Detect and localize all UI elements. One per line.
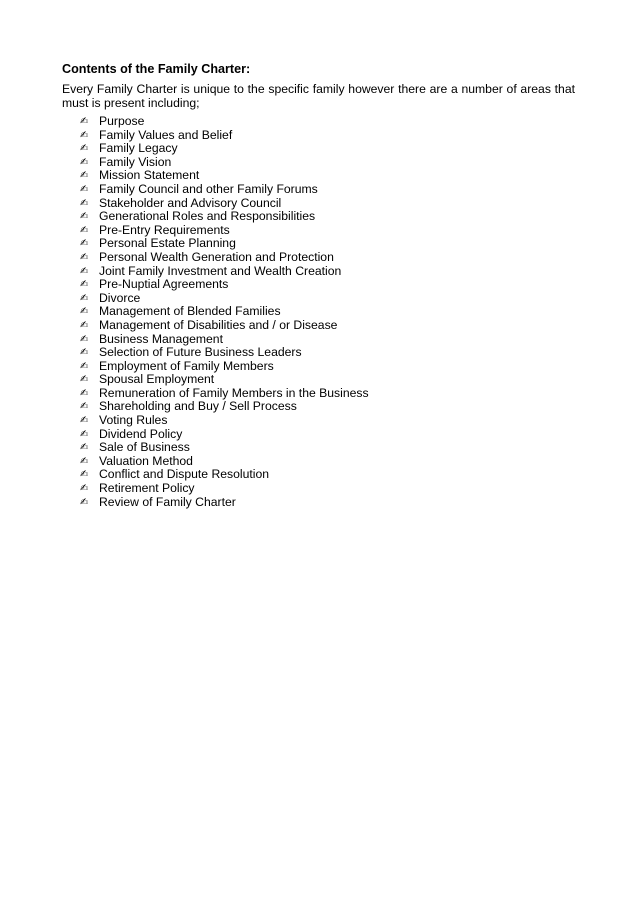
list-item <box>80 496 369 510</box>
list-item-label: Mission Statement <box>99 168 200 183</box>
list-item-label: Family Values and Belief <box>99 127 233 142</box>
list-item <box>80 468 369 482</box>
list-item-label: Voting Rules <box>99 413 168 428</box>
writing-hand-icon: ✍ <box>80 306 89 318</box>
list-item-label: Pre-Nuptial Agreements <box>99 277 229 292</box>
list-item <box>80 265 369 279</box>
list-item-label: Retirement Policy <box>99 481 195 496</box>
writing-hand-icon: ✍ <box>80 211 89 223</box>
charter-contents-list <box>80 115 369 509</box>
list-item-label: Family Council and other Family Forums <box>99 181 318 196</box>
writing-hand-icon: ✍ <box>80 387 89 399</box>
list-item <box>80 237 369 251</box>
list-item <box>80 224 369 238</box>
list-item <box>80 333 369 347</box>
list-item-label: Family Vision <box>99 154 172 169</box>
list-item-label: Spousal Employment <box>99 372 215 387</box>
list-item <box>80 319 369 333</box>
list-item-label: Business Management <box>99 331 223 346</box>
list-item <box>80 305 369 319</box>
writing-hand-icon: ✍ <box>80 401 89 413</box>
list-item <box>80 482 369 496</box>
writing-hand-icon: ✍ <box>80 170 89 182</box>
list-item <box>80 210 369 224</box>
list-item-label: Generational Roles and Responsibilities <box>99 209 316 224</box>
list-item <box>80 278 369 292</box>
writing-hand-icon: ✍ <box>80 156 89 168</box>
list-item-label: Management of Disabilities and / or Disease <box>99 317 338 332</box>
list-item <box>80 373 369 387</box>
list-item-label: Dividend Policy <box>99 426 183 441</box>
list-item-label: Personal Estate Planning <box>99 236 236 251</box>
list-item-label: Divorce <box>99 290 141 305</box>
writing-hand-icon: ✍ <box>80 428 89 440</box>
writing-hand-icon: ✍ <box>80 116 89 127</box>
list-item <box>80 115 369 129</box>
list-item <box>80 183 369 197</box>
list-item <box>80 400 369 414</box>
writing-hand-icon: ✍ <box>80 360 89 372</box>
list-item <box>80 156 369 170</box>
writing-hand-icon: ✍ <box>80 455 89 467</box>
list-item <box>80 129 369 143</box>
writing-hand-icon: ✍ <box>80 374 89 386</box>
list-item <box>80 455 369 469</box>
list-item-label: Family Legacy <box>99 141 178 156</box>
list-item <box>80 197 369 211</box>
writing-hand-icon: ✍ <box>80 483 89 495</box>
writing-hand-icon: ✍ <box>80 251 89 263</box>
list-item <box>80 292 369 306</box>
writing-hand-icon: ✍ <box>80 279 89 291</box>
list-item-label: Review of Family Charter <box>99 494 236 509</box>
writing-hand-icon: ✍ <box>80 238 89 250</box>
writing-hand-icon: ✍ <box>80 197 89 209</box>
list-item-label: Sale of Business <box>99 440 190 455</box>
list-item <box>80 251 369 265</box>
list-item-label: Employment of Family Members <box>99 358 274 373</box>
list-item-label: Remuneration of Family Members in the Business <box>99 385 369 400</box>
list-item-label: Shareholding and Buy / Sell Process <box>99 399 297 414</box>
writing-hand-icon: ✍ <box>80 183 89 195</box>
writing-hand-icon: ✍ <box>80 347 89 359</box>
list-item <box>80 441 369 455</box>
list-item <box>80 169 369 183</box>
writing-hand-icon: ✍ <box>80 224 89 236</box>
section-heading: Contents of the Family Charter: <box>62 62 251 76</box>
intro-paragraph: Every Family Charter is unique to the specific family however there are a number of areas that must is present including; <box>62 82 575 110</box>
writing-hand-icon: ✍ <box>80 469 89 481</box>
list-item-label: Personal Wealth Generation and Protection <box>99 249 334 264</box>
writing-hand-icon: ✍ <box>80 442 89 454</box>
list-item-label: Joint Family Investment and Wealth Creation <box>99 263 342 278</box>
list-item <box>80 428 369 442</box>
list-item <box>80 414 369 428</box>
writing-hand-icon: ✍ <box>80 333 89 345</box>
list-item-label: Valuation Method <box>99 453 193 468</box>
writing-hand-icon: ✍ <box>80 415 89 427</box>
writing-hand-icon: ✍ <box>80 265 89 277</box>
list-item-label: Management of Blended Families <box>99 304 281 319</box>
list-item <box>80 360 369 374</box>
list-item-label: Conflict and Dispute Resolution <box>99 467 270 482</box>
list-item-label: Pre-Entry Requirements <box>99 222 230 237</box>
writing-hand-icon: ✍ <box>80 292 89 304</box>
list-item-label: Purpose <box>99 114 145 128</box>
writing-hand-icon: ✍ <box>80 496 89 508</box>
writing-hand-icon: ✍ <box>80 143 89 155</box>
list-item-label: Selection of Future Business Leaders <box>99 345 302 360</box>
writing-hand-icon: ✍ <box>80 319 89 331</box>
list-item <box>80 387 369 401</box>
writing-hand-icon: ✍ <box>80 129 89 141</box>
list-item-label: Stakeholder and Advisory Council <box>99 195 282 210</box>
list-item <box>80 346 369 360</box>
list-item <box>80 142 369 156</box>
